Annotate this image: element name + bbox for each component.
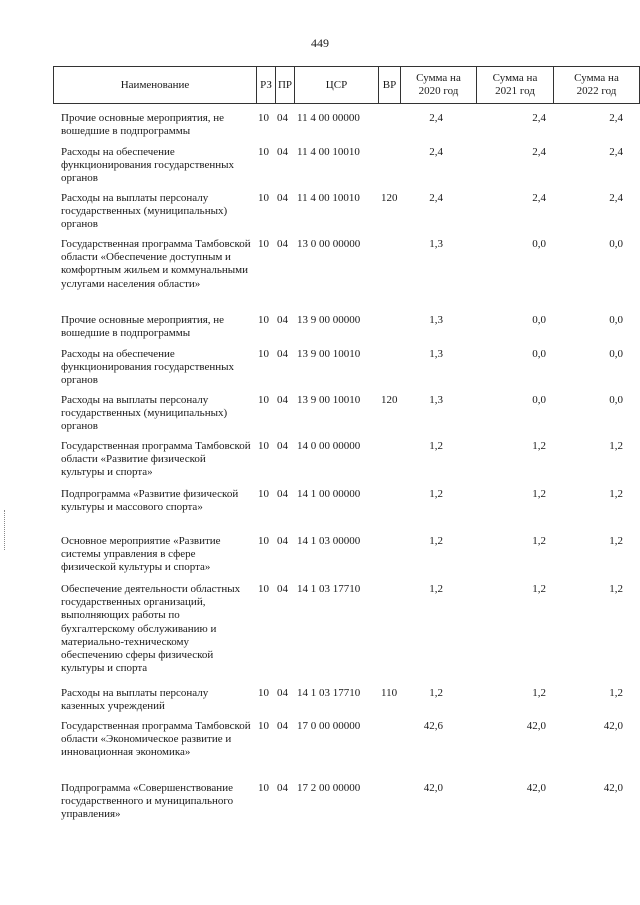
row-name: Расходы на обеспечение функционирования государственных органов (61, 146, 235, 185)
row-name: Прочие основные мероприятия, не вошедшие в подпрограммы (61, 314, 225, 340)
row-sum-2020: 1,2 (429, 535, 443, 547)
row-rz: 10 (258, 535, 269, 547)
row-csr: 11 4 00 10010 (297, 192, 360, 204)
row-csr: 14 1 03 00000 (297, 535, 361, 547)
row-sum-2022: 1,2 (609, 488, 623, 500)
row-rz: 10 (258, 238, 269, 250)
row-sum-2021: 1,2 (532, 440, 546, 452)
row-sum-2021: 1,2 (532, 583, 546, 595)
row-name: Государственная программа Тамбовской области «Обеспечение доступным и комфортным жильем и коммунальными услугами населения области» (61, 238, 251, 290)
row-sum-2022: 0,0 (609, 238, 623, 250)
row-name: Расходы на выплаты персоналу государственных (муниципальных) органов (61, 394, 228, 433)
row-csr: 11 4 00 00000 (297, 112, 360, 124)
row-sum-2021: 1,2 (532, 687, 546, 699)
page-number: 449 (311, 36, 329, 50)
row-sum-2021: 2,4 (532, 112, 546, 124)
row-sum-2020: 1,3 (429, 394, 443, 406)
row-pr: 04 (277, 394, 288, 406)
margin-mark (4, 510, 8, 550)
row-pr: 04 (277, 583, 288, 595)
row-name: Подпрограмма «Совершенствование государственного и муниципального управления» (61, 782, 234, 821)
row-rz: 10 (258, 488, 269, 500)
row-rz: 10 (258, 348, 269, 360)
row-csr: 13 0 00 00000 (297, 238, 361, 250)
row-sum-2020: 2,4 (429, 146, 443, 158)
row-sum-2022: 0,0 (609, 394, 623, 406)
row-sum-2020: 1,3 (429, 238, 443, 250)
row-sum-2022: 42,0 (603, 782, 623, 794)
row-sum-2022: 2,4 (609, 192, 623, 204)
row-pr: 04 (277, 112, 288, 124)
row-name: Расходы на выплаты персоналу казенных учреждений (61, 687, 209, 713)
row-rz: 10 (258, 782, 269, 794)
row-rz: 10 (258, 146, 269, 158)
row-pr: 04 (277, 348, 288, 360)
row-name: Прочие основные мероприятия, не вошедшие в подпрограммы (61, 112, 225, 138)
row-name: Расходы на выплаты персоналу государственных (муниципальных) органов (61, 192, 228, 231)
row-pr: 04 (277, 687, 288, 699)
row-rz: 10 (258, 720, 269, 732)
row-csr: 13 9 00 00000 (297, 314, 361, 326)
row-pr: 04 (277, 192, 288, 204)
row-sum-2020: 1,2 (429, 488, 443, 500)
row-sum-2021: 1,2 (532, 535, 546, 547)
row-sum-2020: 1,3 (429, 348, 443, 360)
row-name: Подпрограмма «Развитие физической культуры и массового спорта» (61, 488, 239, 514)
row-sum-2022: 2,4 (609, 112, 623, 124)
row-rz: 10 (258, 192, 269, 204)
header-sum-2022: Сумма на 2022 год (574, 72, 619, 97)
header-pr: ПР (276, 67, 295, 103)
row-sum-2021: 2,4 (532, 146, 546, 158)
row-pr: 04 (277, 440, 288, 452)
row-sum-2021: 42,0 (526, 720, 546, 732)
row-sum-2020: 42,0 (423, 782, 443, 794)
row-rz: 10 (258, 314, 269, 326)
row-csr: 14 1 03 17710 (297, 687, 361, 699)
row-name: Обеспечение деятельности областных государственных организаций, выполняющих работы по бухгалтерскому обслуживанию и материально-техническому обеспечению сферы физической культуры и спорта (61, 583, 241, 675)
row-sum-2022: 1,2 (609, 535, 623, 547)
row-sum-2021: 0,0 (532, 314, 546, 326)
table-header (53, 66, 640, 104)
row-pr: 04 (277, 782, 288, 794)
row-sum-2022: 1,2 (609, 687, 623, 699)
row-sum-2020: 1,2 (429, 687, 443, 699)
row-sum-2021: 0,0 (532, 394, 546, 406)
row-pr: 04 (277, 146, 288, 158)
row-rz: 10 (258, 440, 269, 452)
header-sum-2020: Сумма на 2020 год (401, 67, 477, 103)
header-csr: ЦСР (295, 67, 379, 103)
row-sum-2020: 42,6 (423, 720, 443, 732)
row-csr: 14 0 00 00000 (297, 440, 361, 452)
row-name: Расходы на обеспечение функционирования государственных органов (61, 348, 235, 387)
header-name: Наименование (54, 67, 257, 103)
row-sum-2022: 42,0 (603, 720, 623, 732)
row-sum-2021: 0,0 (532, 348, 546, 360)
row-sum-2021: 0,0 (532, 238, 546, 250)
row-rz: 10 (258, 112, 269, 124)
row-sum-2022: 2,4 (609, 146, 623, 158)
row-vr: 120 (381, 394, 398, 406)
row-sum-2021: 2,4 (532, 192, 546, 204)
row-pr: 04 (277, 720, 288, 732)
header-vr: ВР (379, 67, 401, 103)
row-rz: 10 (258, 394, 269, 406)
row-pr: 04 (277, 238, 288, 250)
row-name: Государственная программа Тамбовской области «Развитие физической культуры и спорта» (61, 440, 251, 479)
header-sum-2021: Сумма на 2021 год (477, 67, 554, 103)
row-sum-2022: 0,0 (609, 314, 623, 326)
row-sum-2021: 1,2 (532, 488, 546, 500)
row-name: Государственная программа Тамбовской области «Экономическое развитие и инновационная экономика» (61, 720, 251, 759)
row-vr: 120 (381, 192, 398, 204)
row-csr: 13 9 00 10010 (297, 394, 361, 406)
row-sum-2022: 1,2 (609, 440, 623, 452)
row-sum-2021: 42,0 (526, 782, 546, 794)
row-name: Основное мероприятие «Развитие системы управления в сфере физической культуры и спорта» (61, 535, 221, 574)
row-csr: 17 2 00 00000 (297, 782, 361, 794)
row-pr: 04 (277, 535, 288, 547)
row-csr: 14 1 03 17710 (297, 583, 361, 595)
row-pr: 04 (277, 314, 288, 326)
header-rz: РЗ (257, 67, 276, 103)
row-rz: 10 (258, 583, 269, 595)
row-rz: 10 (258, 687, 269, 699)
row-csr: 17 0 00 00000 (297, 720, 361, 732)
row-sum-2022: 0,0 (609, 348, 623, 360)
row-csr: 14 1 00 00000 (297, 488, 361, 500)
row-sum-2020: 2,4 (429, 192, 443, 204)
row-sum-2022: 1,2 (609, 583, 623, 595)
row-pr: 04 (277, 488, 288, 500)
row-csr: 11 4 00 10010 (297, 146, 360, 158)
row-sum-2020: 1,3 (429, 314, 443, 326)
row-sum-2020: 1,2 (429, 583, 443, 595)
row-sum-2020: 2,4 (429, 112, 443, 124)
row-vr: 110 (381, 687, 398, 699)
row-csr: 13 9 00 10010 (297, 348, 361, 360)
row-sum-2020: 1,2 (429, 440, 443, 452)
